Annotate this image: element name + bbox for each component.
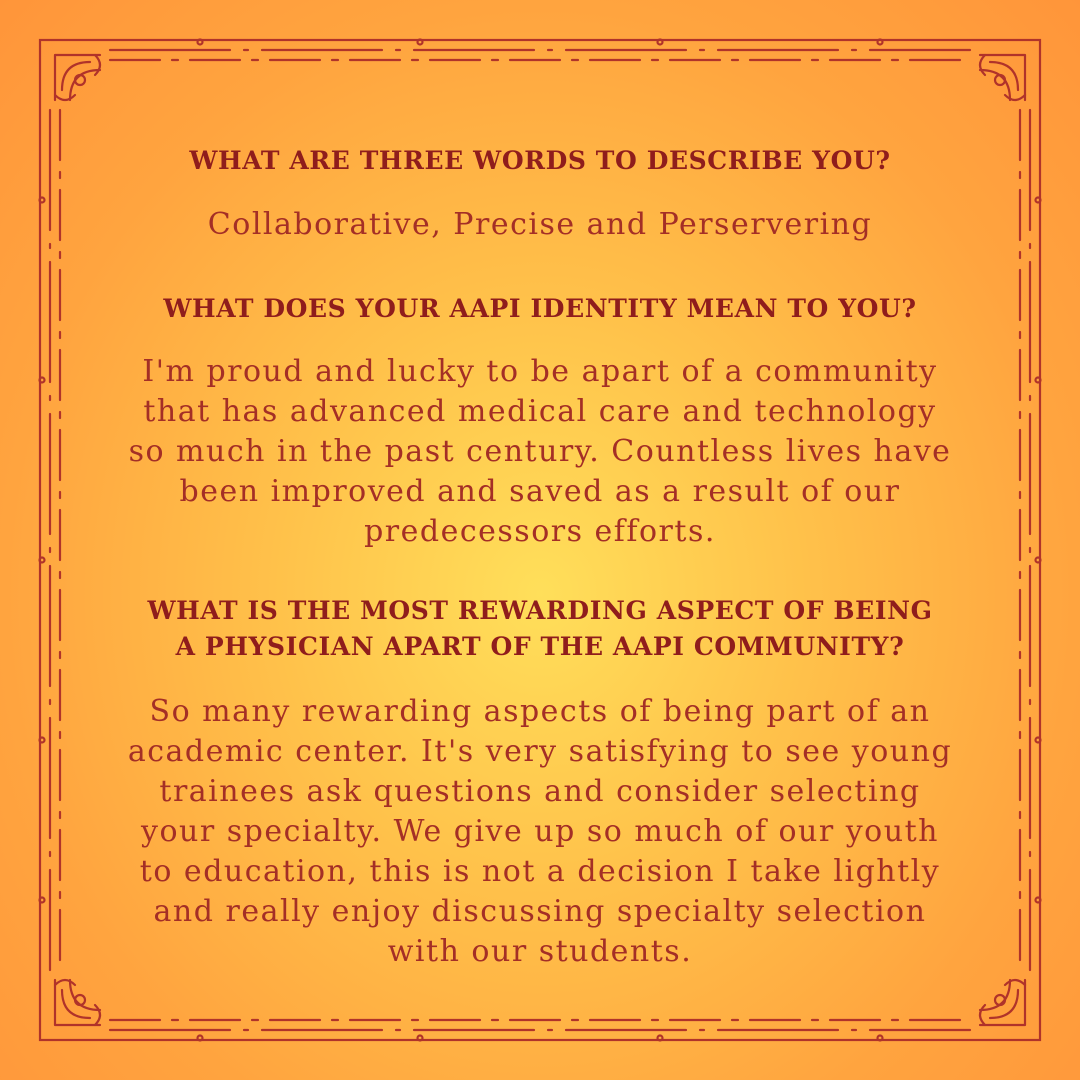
answer-line: and really enjoy discussing specialty selection [153,894,927,929]
question-line: A PHYSICIAN APART OF THE AAPI COMMUNITY? [175,632,905,661]
answer-line: So many rewarding aspects of being part of an [149,694,931,729]
answer-line: so much in the past century. Countless lives have [128,434,952,469]
answer-line: your specialty. We give up so much of our youth [141,814,939,849]
answer-line: been improved and saved as a result of our [179,474,901,509]
corner-ornament-top-right [980,55,1025,100]
question-line: WHAT IS THE MOST REWARDING ASPECT OF BEING [147,596,933,625]
answer-three-words: Collaborative, Precise and Perservering [207,207,873,242]
question-aapi-identity: WHAT DOES YOUR AAPI IDENTITY MEAN TO YOU? [163,294,917,323]
answer-line: with our students. [387,934,693,969]
answer-line: predecessors efforts. [364,514,716,549]
question-three-words: WHAT ARE THREE WORDS TO DESCRIBE YOU? [189,146,891,175]
answer-line: I'm proud and lucky to be apart of a community [142,354,938,389]
answer-line: that has advanced medical care and technology [143,394,937,429]
corner-ornament-bottom-right [980,980,1025,1025]
corner-ornament-top-left [55,55,100,100]
answer-line: trainees ask questions and consider selecting [159,774,921,809]
corner-ornament-bottom-left [55,980,100,1025]
answer-line: academic center. It's very satisfying to see young [127,734,953,769]
answer-line: to education, this is not a decision I take lightly [139,854,941,889]
